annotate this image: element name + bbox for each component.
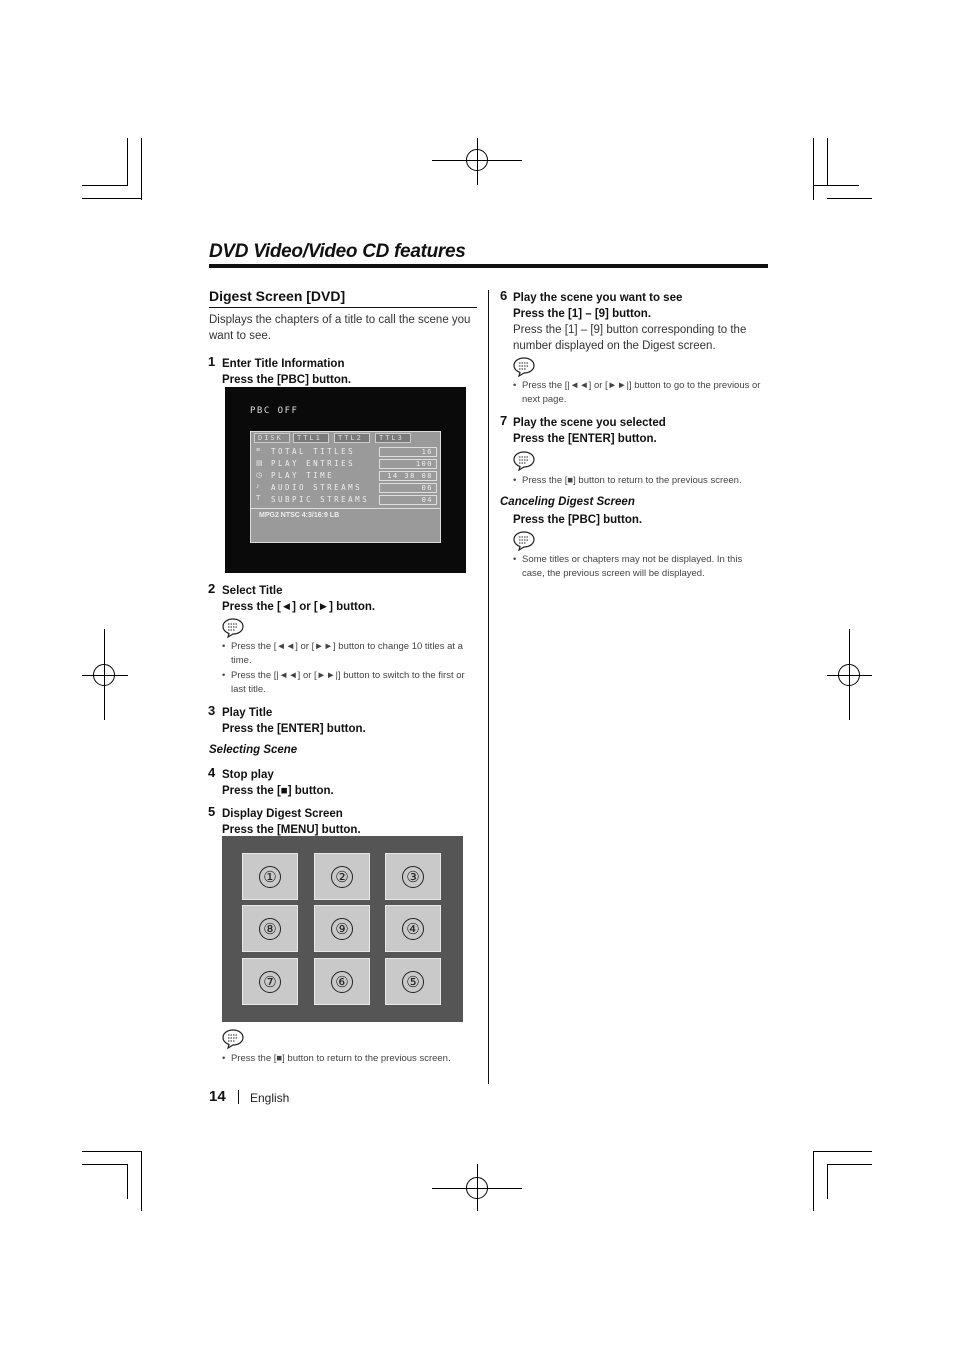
step-3-heading: Play Title xyxy=(222,707,273,719)
step-7-number: 7 xyxy=(500,413,508,428)
digest-screen-screenshot xyxy=(222,836,463,1022)
entries-icon: ▤ xyxy=(256,460,263,467)
step-5-number: 5 xyxy=(208,804,216,819)
footer-divider xyxy=(238,1090,239,1104)
note-icon xyxy=(513,451,535,471)
step-6-number: 6 xyxy=(500,288,508,303)
digest-tile: ④ xyxy=(385,905,441,952)
section-intro: Displays the chapters of a title to call the scene you want to see. xyxy=(209,314,471,342)
footer-language: English xyxy=(250,1091,290,1105)
step-5-heading: Display Digest Screen xyxy=(222,808,343,820)
step-1-heading: Enter Title Information xyxy=(222,358,345,370)
step-5-instruction: Press the [MENU] button. xyxy=(222,824,361,836)
step-3-instruction: Press the [ENTER] button. xyxy=(222,723,366,735)
note-icon xyxy=(222,618,244,638)
digest-tile: ① xyxy=(242,853,298,900)
digest-tile: ⑦ xyxy=(242,958,298,1005)
step-4-heading: Stop play xyxy=(222,769,274,781)
note-icon xyxy=(513,531,535,551)
section-rule xyxy=(209,307,477,308)
step-2-heading: Select Title xyxy=(222,585,283,597)
row-label: PLAY TIME xyxy=(271,471,335,480)
row-value: 14 38 08 xyxy=(379,471,437,481)
titles-icon: ≡ xyxy=(256,447,261,454)
step-1-instruction: Press the [PBC] button. xyxy=(222,374,352,386)
audio-icon: ♪ xyxy=(256,483,260,490)
subpic-icon: T xyxy=(256,495,261,502)
row-label: SUBPIC STREAMS xyxy=(271,495,370,504)
pbc-info-panel xyxy=(250,431,441,543)
step-6-heading: Play the scene you want to see xyxy=(513,292,683,304)
step-3-number: 3 xyxy=(208,703,216,718)
tab-disk: DISK xyxy=(254,433,290,443)
page-number: 14 xyxy=(209,1088,226,1105)
step-7-heading: Play the scene you selected xyxy=(513,417,666,429)
canceling-heading: Canceling Digest Screen xyxy=(500,496,635,508)
column-divider xyxy=(488,290,489,1084)
note-item: • Press the [|◄◄] or [►►|] button to go to the previous or next page. xyxy=(513,380,761,405)
digest-tile: ③ xyxy=(385,853,441,900)
row-value: 16 xyxy=(379,447,437,457)
note-item: • Press the [■] button to return to the previous screen. xyxy=(222,1053,451,1064)
step-2-number: 2 xyxy=(208,581,216,596)
note-item: • Press the [■] button to return to the previous screen. xyxy=(513,475,742,486)
row-label: TOTAL TITLES xyxy=(271,447,356,456)
canceling-instruction: Press the [PBC] button. xyxy=(513,514,643,526)
step-6-body: Press the [1] – [9] button corresponding to the number displayed on the Digest screen. xyxy=(513,324,747,352)
step-4-number: 4 xyxy=(208,765,216,780)
tab-ttl3: TTL3 xyxy=(375,433,411,443)
page-title: DVD Video/Video CD features xyxy=(209,241,466,262)
note-icon xyxy=(513,357,535,377)
tab-ttl2: TTL2 xyxy=(334,433,370,443)
pbc-info-screenshot xyxy=(225,387,466,573)
row-label: AUDIO STREAMS xyxy=(271,483,363,492)
step-7-instruction: Press the [ENTER] button. xyxy=(513,433,657,445)
digest-tile: ⑨ xyxy=(314,905,370,952)
title-rule xyxy=(209,264,768,268)
step-4-instruction: Press the [■] button. xyxy=(222,785,334,797)
step-1-number: 1 xyxy=(208,354,216,369)
step-6-instruction: Press the [1] – [9] button. xyxy=(513,308,652,320)
digest-tile: ⑤ xyxy=(385,958,441,1005)
tab-ttl1: TTL1 xyxy=(293,433,329,443)
pbc-status: PBC OFF xyxy=(250,406,299,416)
time-icon: ◷ xyxy=(256,472,263,479)
digest-tile: ⑥ xyxy=(314,958,370,1005)
format-info: MPG2 NTSC 4:3/16:9 LB xyxy=(259,512,340,519)
row-label: PLAY ENTRIES xyxy=(271,459,356,468)
step-2-instruction: Press the [◄] or [►] button. xyxy=(222,601,376,613)
section-heading: Digest Screen [DVD] xyxy=(209,288,346,304)
note-item: • Some titles or chapters may not be displayed. In this case, the previous screen will be displayed. xyxy=(513,554,743,579)
row-value: 06 xyxy=(379,483,437,493)
selecting-scene-heading: Selecting Scene xyxy=(209,744,298,756)
note-item: • Press the [◄◄] or [►►] button to change 10 titles at a time. xyxy=(222,641,463,666)
note-icon xyxy=(222,1029,244,1049)
row-value: 100 xyxy=(379,459,437,469)
digest-tile: ② xyxy=(314,853,370,900)
digest-tile: ⑧ xyxy=(242,905,298,952)
row-value: 04 xyxy=(379,495,437,505)
note-item: • Press the [|◄◄] or [►►|] button to switch to the first or last title. xyxy=(222,670,465,695)
